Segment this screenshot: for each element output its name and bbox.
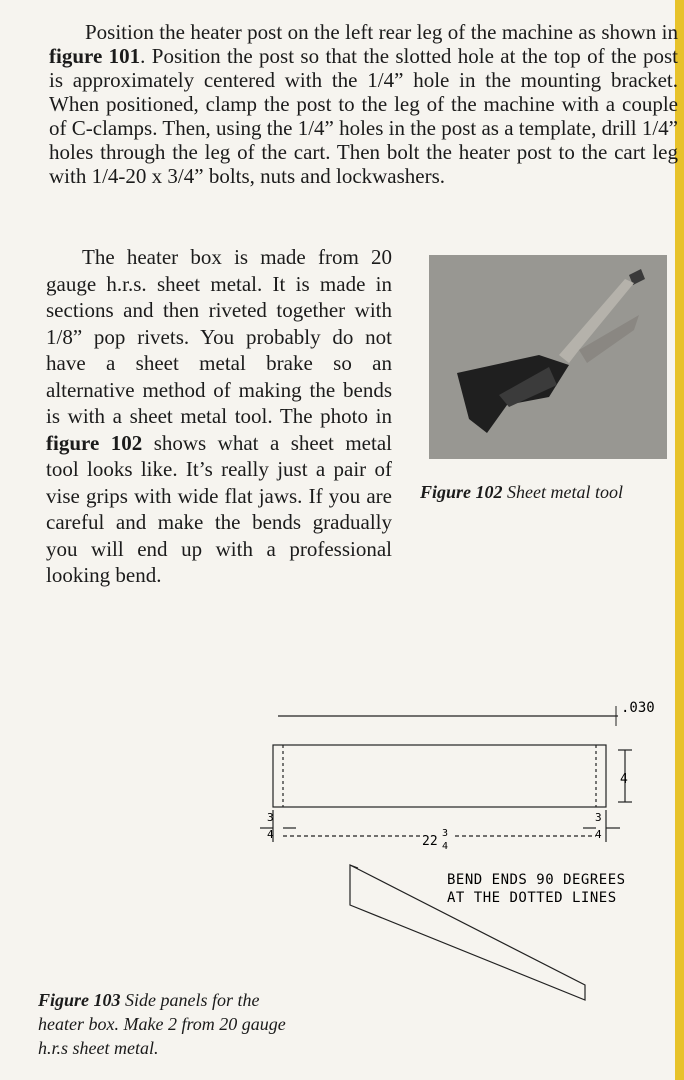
bend-note-line1: BEND ENDS 90 DEGREES bbox=[447, 872, 626, 888]
figure-101-ref: figure 101 bbox=[49, 44, 141, 68]
figure-103-caption-text: Side panels for the heater box. Make 2 from 20 gauge h.r.s sheet metal. bbox=[38, 990, 286, 1058]
end-dim-left-num: 3 bbox=[267, 811, 274, 824]
figure-102-caption-text: Sheet metal tool bbox=[502, 482, 623, 502]
paragraph1-text-a: Position the heater post on the left rear leg of the machine as shown in bbox=[85, 20, 678, 44]
end-dim-right-num: 3 bbox=[595, 811, 602, 824]
paragraph-heater-box bbox=[46, 244, 392, 589]
length-den: 4 bbox=[442, 841, 449, 852]
thickness-label: .030 bbox=[621, 700, 655, 716]
figure-103-label: Figure 103 bbox=[38, 990, 121, 1010]
end-dim-left-den: 4 bbox=[267, 828, 274, 841]
vise-grip-tool-image bbox=[429, 255, 667, 459]
height-label: 4 bbox=[620, 772, 628, 787]
bend-note-line2: AT THE DOTTED LINES bbox=[447, 890, 617, 906]
figure-102-label: Figure 102 bbox=[420, 482, 503, 502]
paragraph-heater-post bbox=[49, 20, 678, 188]
paragraph1-text-b: . Position the post so that the slotted hole at the top of the post is approximately centered with the 1/4” hole in the mounting bracket. When positioned, clamp the post to the leg of the machine with a couple of C-clamps. Then, using the 1/4” holes in the post as a template, drill 1/4” holes through the leg of the cart. Then bolt the heater post to the cart leg with 1/4-20 x 3/4” bolts, nuts and lockwashers. bbox=[49, 44, 678, 188]
end-dim-right-den: 4 bbox=[595, 828, 602, 841]
figure-102-ref: figure 102 bbox=[46, 430, 143, 455]
length-whole: 22 bbox=[422, 834, 438, 849]
figure-103-caption bbox=[38, 988, 308, 1060]
paragraph2-text-b: shows what a sheet metal tool looks like. It’s really just a pair of vise grips with wide flat jaws. If you are careful and make the bends gradually you will end up with a professional looking bend. bbox=[46, 430, 392, 587]
figure-102-caption bbox=[420, 482, 680, 503]
side-panel-drawing bbox=[240, 690, 680, 1020]
panel-outline bbox=[273, 745, 606, 807]
sheet-metal-tool-photo bbox=[429, 255, 667, 459]
length-num: 3 bbox=[442, 828, 449, 839]
paragraph2-text-a: The heater box is made from 20 gauge h.r.s. sheet metal. It is made in sections and then riveted together with 1/8” pop rivets. You probably do not have a sheet metal brake so an alternative method of making the bends is with a sheet metal tool. The photo in bbox=[46, 245, 392, 428]
